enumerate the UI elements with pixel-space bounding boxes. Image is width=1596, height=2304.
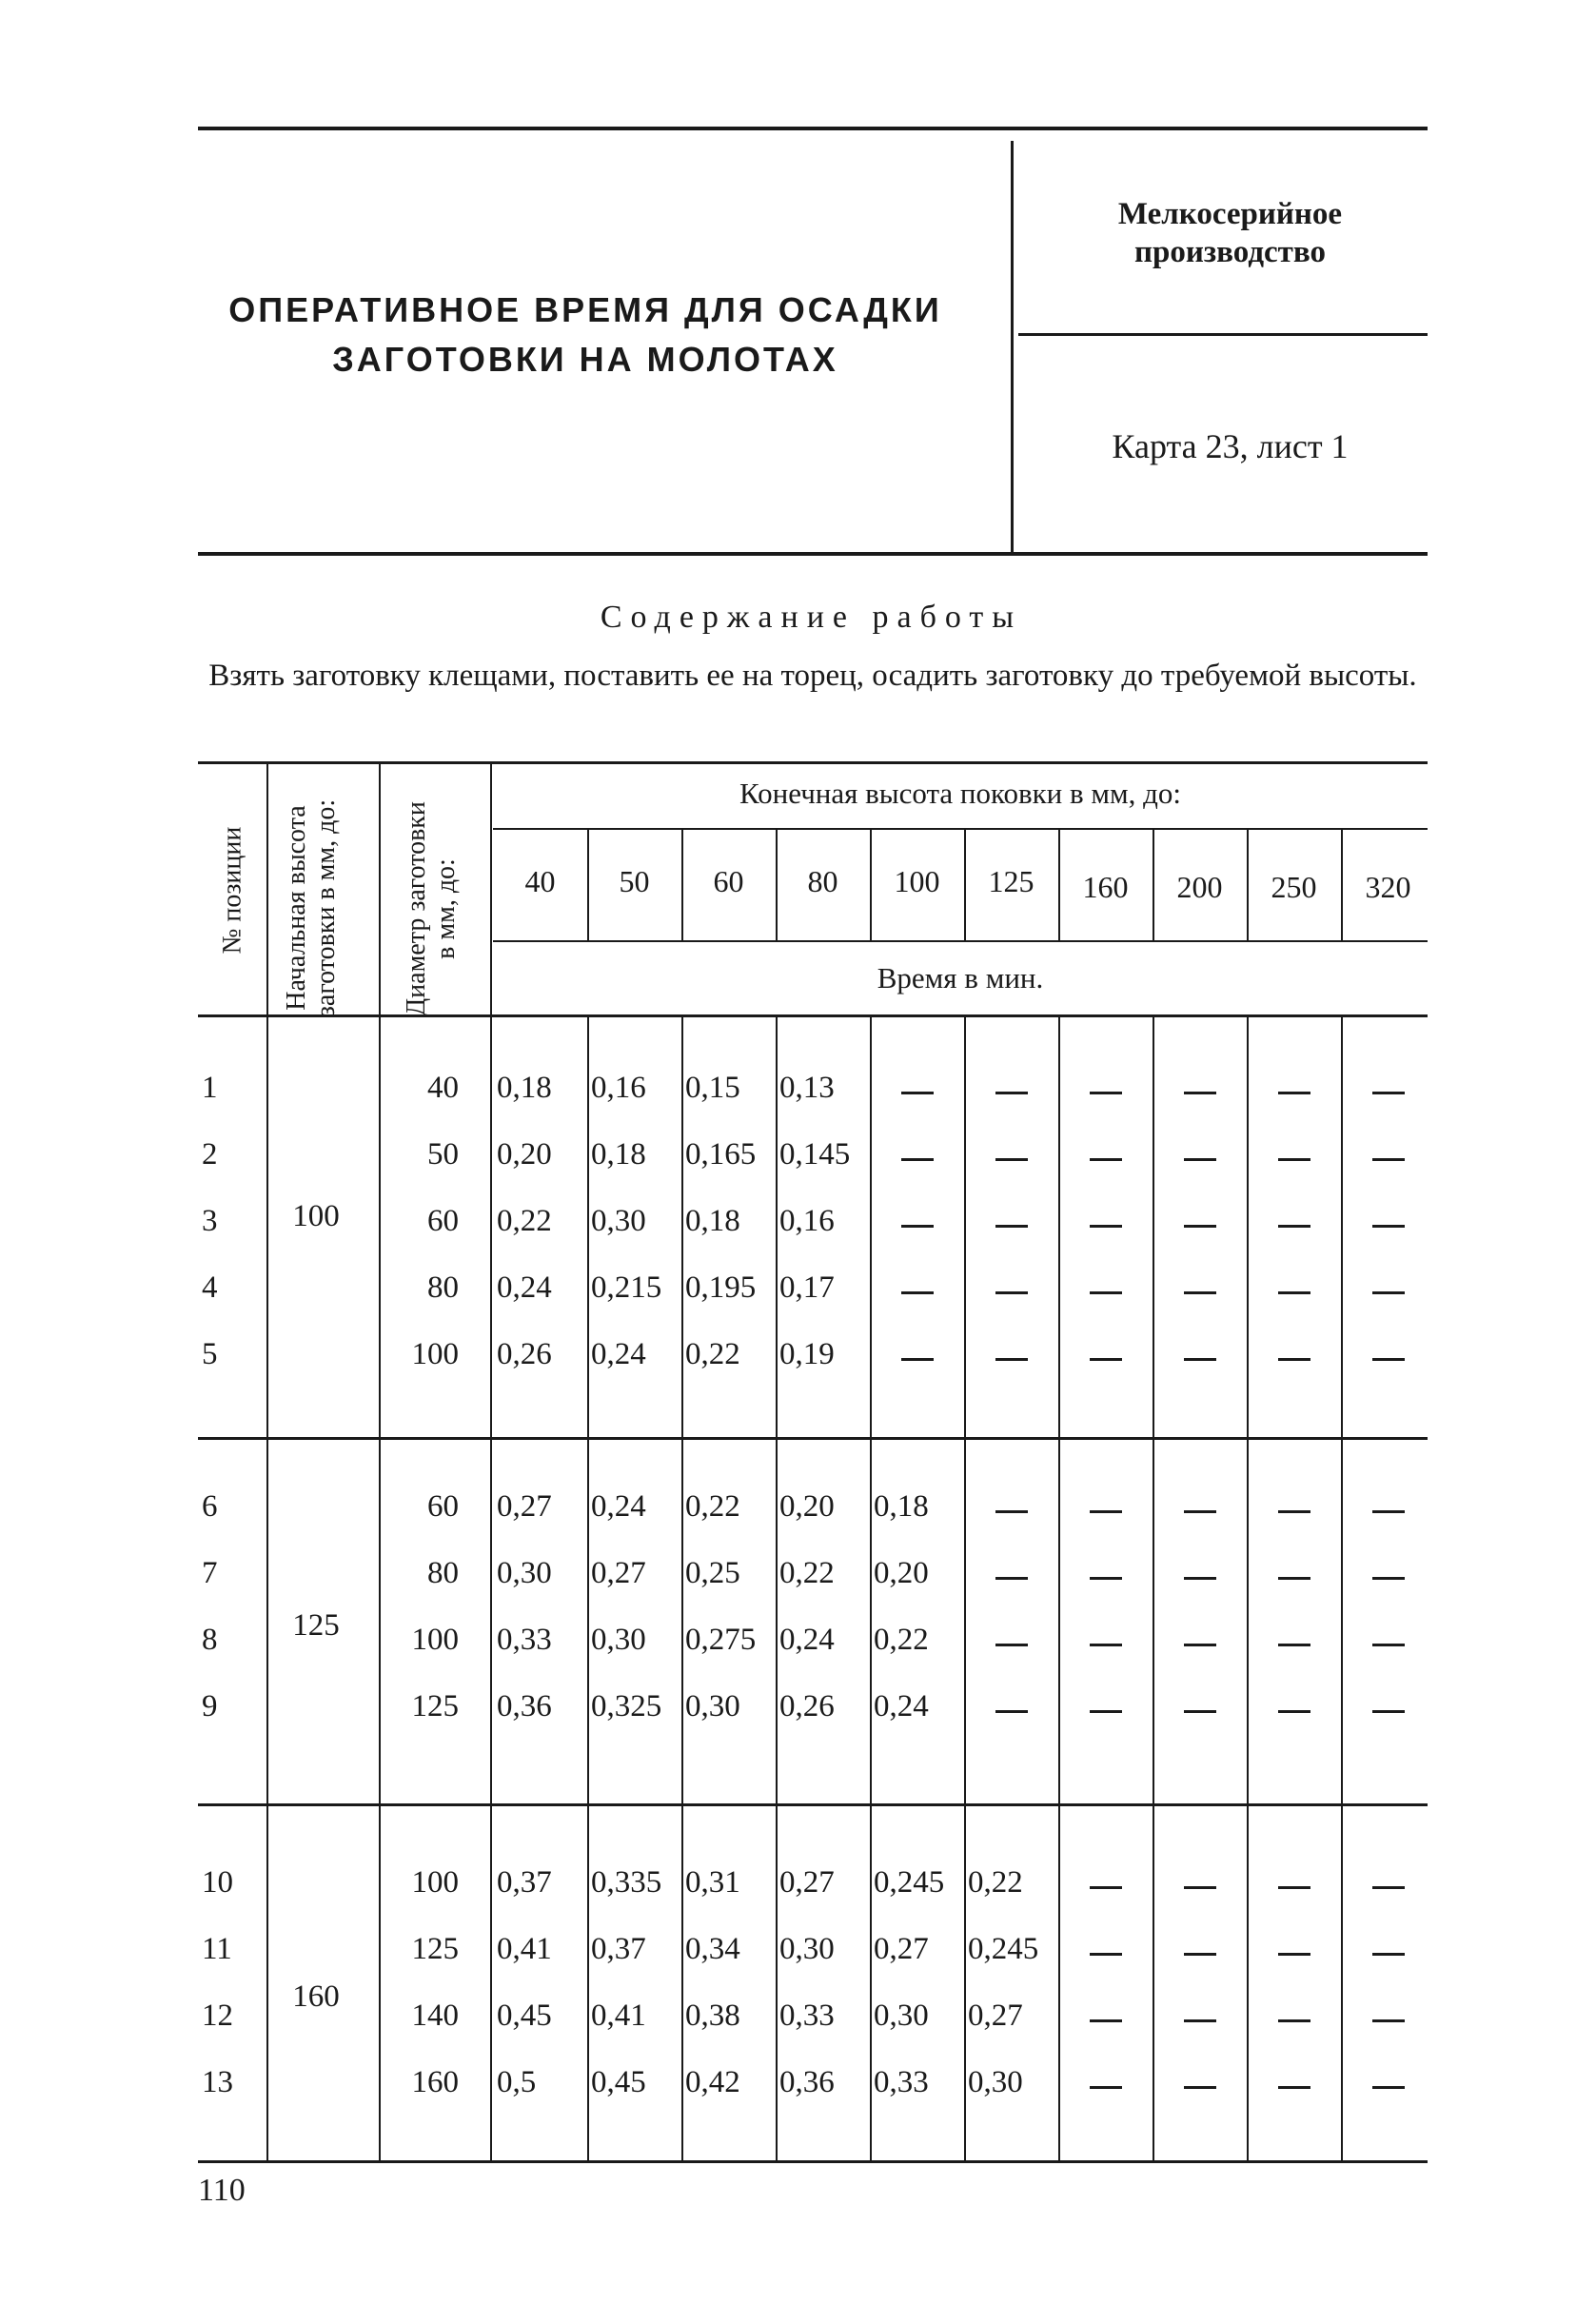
vline-after-diameter: [490, 764, 492, 2160]
time-value: 0,33: [779, 1999, 835, 2033]
time-value: 0,27: [968, 1999, 1023, 2033]
time-value: 0,275: [685, 1623, 757, 1657]
time-value: 0,22: [968, 1865, 1023, 1900]
diameter-value: 40: [427, 1071, 459, 1105]
time-value: 0,30: [968, 2065, 1023, 2099]
vline-body-col: [870, 1017, 872, 2160]
empty-value-dash: [1090, 1510, 1122, 1513]
empty-value-dash: [1184, 1358, 1216, 1361]
empty-value-dash: [995, 1510, 1028, 1513]
vline-body-col: [587, 1017, 589, 2160]
diameter-value: 80: [427, 1270, 459, 1305]
time-value: 0,41: [497, 1932, 552, 1966]
position-number: 9: [202, 1689, 218, 1723]
empty-value-dash: [1278, 1953, 1310, 1956]
empty-value-dash: [995, 1158, 1028, 1161]
position-number: 8: [202, 1623, 218, 1657]
final-height-col-60: 60: [713, 864, 744, 898]
time-value: 0,165: [685, 1137, 757, 1172]
empty-value-dash: [1090, 1953, 1122, 1956]
empty-value-dash: [1090, 1358, 1122, 1361]
time-value: 0,18: [497, 1071, 552, 1105]
empty-value-dash: [995, 1225, 1028, 1228]
time-value: 0,36: [497, 1689, 552, 1723]
diameter-value: 80: [427, 1556, 459, 1590]
vline-header-col: [1153, 830, 1154, 940]
empty-value-dash: [1372, 2019, 1405, 2022]
diameter-value: 60: [427, 1204, 459, 1238]
time-value: 0,15: [685, 1071, 740, 1105]
time-value: 0,24: [874, 1689, 929, 1723]
empty-value-dash: [1184, 2086, 1216, 2089]
empty-value-dash: [1372, 1225, 1405, 1228]
time-value: 0,245: [968, 1932, 1039, 1966]
position-number: 13: [202, 2065, 233, 2099]
empty-value-dash: [1278, 1886, 1310, 1889]
time-unit-label: Время в мин.: [877, 961, 1044, 994]
final-height-col-80: 80: [807, 864, 838, 898]
header-right-divider: [1018, 333, 1428, 336]
time-value: 0,42: [685, 2065, 740, 2099]
time-value: 0,325: [591, 1689, 662, 1723]
diameter-value: 100: [411, 1623, 459, 1657]
time-value: 0,45: [497, 1999, 552, 2033]
time-value: 0,37: [591, 1932, 646, 1966]
header-subrule-2: [493, 940, 1428, 942]
position-number: 7: [202, 1556, 218, 1590]
time-value: 0,13: [779, 1071, 835, 1105]
empty-value-dash: [1184, 1886, 1216, 1889]
time-value: 0,5: [497, 2065, 537, 2099]
time-value: 0,24: [591, 1489, 646, 1524]
time-value: 0,20: [779, 1489, 835, 1524]
time-value: 0,24: [497, 1270, 552, 1305]
vline-body-col: [1058, 1017, 1060, 2160]
initial-height-group-3: 160: [292, 1979, 340, 2014]
time-value: 0,20: [497, 1137, 552, 1172]
vline-body-col: [1247, 1017, 1249, 2160]
diameter-value: 100: [411, 1865, 459, 1900]
empty-value-dash: [1372, 1886, 1405, 1889]
time-value: 0,33: [497, 1623, 552, 1657]
time-value: 0,25: [685, 1556, 740, 1590]
empty-value-dash: [1184, 1291, 1216, 1294]
position-number: 11: [202, 1932, 232, 1966]
empty-value-dash: [1372, 1358, 1405, 1361]
empty-value-dash: [1090, 1158, 1122, 1161]
time-value: 0,27: [874, 1932, 929, 1966]
empty-value-dash: [1184, 1158, 1216, 1161]
time-value: 0,38: [685, 1999, 740, 2033]
time-value: 0,16: [779, 1204, 835, 1238]
time-value: 0,18: [874, 1489, 929, 1524]
time-value: 0,24: [779, 1623, 835, 1657]
time-value: 0,245: [874, 1865, 945, 1900]
vline-body-col: [1153, 1017, 1154, 2160]
position-number: 2: [202, 1137, 218, 1172]
diameter-value: 125: [411, 1689, 459, 1723]
empty-value-dash: [1372, 1291, 1405, 1294]
header-bottom-rule: [198, 552, 1428, 556]
production-line-1: Мелкосерийное: [1117, 197, 1343, 231]
time-value: 0,22: [779, 1556, 835, 1590]
time-value: 0,22: [685, 1337, 740, 1371]
group-rule-1: [198, 1437, 1428, 1440]
vline-body-col: [776, 1017, 778, 2160]
work-content-text: Взять заготовку клещами, поставить ее на торец, осадить заготовку до требуемой высоты.: [208, 659, 1417, 693]
empty-value-dash: [995, 1092, 1028, 1094]
work-content-heading: Содержание работы: [600, 600, 1023, 635]
position-number: 10: [202, 1865, 233, 1900]
vline-body-col: [964, 1017, 966, 2160]
empty-value-dash: [1278, 1092, 1310, 1094]
position-column-header: № позиции: [217, 826, 247, 955]
position-number: 1: [202, 1071, 218, 1105]
position-number: 4: [202, 1270, 218, 1305]
time-value: 0,36: [779, 2065, 835, 2099]
time-value: 0,19: [779, 1337, 835, 1371]
empty-value-dash: [1184, 1953, 1216, 1956]
header-subrule-1: [493, 828, 1428, 830]
empty-value-dash: [1090, 2086, 1122, 2089]
empty-value-dash: [1184, 2019, 1216, 2022]
time-value: 0,31: [685, 1865, 740, 1900]
final-height-col-50: 50: [619, 864, 650, 898]
empty-value-dash: [995, 1577, 1028, 1580]
empty-value-dash: [1090, 2019, 1122, 2022]
empty-value-dash: [1372, 1510, 1405, 1513]
vline-body-col: [681, 1017, 683, 2160]
vline-header-col: [587, 830, 589, 940]
diameter-value: 60: [427, 1489, 459, 1524]
empty-value-dash: [995, 1358, 1028, 1361]
time-value: 0,18: [591, 1137, 646, 1172]
empty-value-dash: [1184, 1225, 1216, 1228]
time-value: 0,30: [685, 1689, 740, 1723]
empty-value-dash: [1090, 1291, 1122, 1294]
time-value: 0,26: [779, 1689, 835, 1723]
empty-value-dash: [1278, 1358, 1310, 1361]
position-number: 3: [202, 1204, 218, 1238]
initial-height-group-1: 100: [292, 1199, 340, 1233]
final-height-col-320: 320: [1365, 870, 1411, 904]
time-value: 0,215: [591, 1270, 662, 1305]
vline-header-col: [870, 830, 872, 940]
vline-body-col: [1341, 1017, 1343, 2160]
diameter-column-header: Диаметр заготовки в мм, до:: [402, 801, 461, 1016]
header-bottom-rule-table: [198, 1014, 1428, 1017]
final-height-col-200: 200: [1176, 870, 1223, 904]
time-value: 0,33: [874, 2065, 929, 2099]
top-rule: [198, 127, 1428, 130]
time-value: 0,16: [591, 1071, 646, 1105]
empty-value-dash: [1278, 2019, 1310, 2022]
empty-value-dash: [1184, 1710, 1216, 1713]
time-value: 0,30: [779, 1932, 835, 1966]
page-number: 110: [198, 2173, 246, 2208]
time-value: 0,37: [497, 1865, 552, 1900]
final-height-col-250: 250: [1271, 870, 1317, 904]
empty-value-dash: [1278, 1644, 1310, 1646]
empty-value-dash: [901, 1158, 934, 1161]
document-title: [195, 286, 975, 384]
position-number: 5: [202, 1337, 218, 1371]
empty-value-dash: [1372, 2086, 1405, 2089]
title-line-1: ОПЕРАТИВНОЕ ВРЕМЯ ДЛЯ ОСАДКИ: [228, 290, 942, 329]
production-line-2: производство: [1134, 235, 1326, 269]
time-value: 0,24: [591, 1337, 646, 1371]
position-number: 6: [202, 1489, 218, 1524]
initial-height-column-header: Начальная высота заготовки в мм, до:: [282, 798, 341, 1017]
vline-header-col: [776, 830, 778, 940]
time-value: 0,26: [497, 1337, 552, 1371]
diameter-value: 125: [411, 1932, 459, 1966]
empty-value-dash: [1278, 1158, 1310, 1161]
time-value: 0,335: [591, 1865, 662, 1900]
empty-value-dash: [1090, 1577, 1122, 1580]
empty-value-dash: [1278, 2086, 1310, 2089]
empty-value-dash: [1090, 1644, 1122, 1646]
empty-value-dash: [1184, 1092, 1216, 1094]
final-height-col-100: 100: [894, 864, 940, 898]
time-value: 0,18: [685, 1204, 740, 1238]
time-value: 0,22: [685, 1489, 740, 1524]
empty-value-dash: [1278, 1710, 1310, 1713]
time-value: 0,30: [591, 1204, 646, 1238]
time-value: 0,22: [874, 1623, 929, 1657]
diameter-value: 50: [427, 1137, 459, 1172]
empty-value-dash: [901, 1092, 934, 1094]
empty-value-dash: [1372, 1953, 1405, 1956]
time-value: 0,30: [497, 1556, 552, 1590]
empty-value-dash: [1184, 1644, 1216, 1646]
production-type: [1014, 195, 1447, 271]
vline-header-col: [1341, 830, 1343, 940]
empty-value-dash: [1372, 1644, 1405, 1646]
final-height-col-160: 160: [1082, 870, 1129, 904]
diameter-value: 160: [411, 2065, 459, 2099]
group-rule-2: [198, 1803, 1428, 1806]
time-value: 0,195: [685, 1270, 757, 1305]
position-number: 12: [202, 1999, 233, 2033]
table-bottom-rule: [198, 2160, 1428, 2163]
title-line-2: ЗАГОТОВКИ НА МОЛОТАХ: [332, 340, 838, 379]
empty-value-dash: [1372, 1710, 1405, 1713]
empty-value-dash: [1278, 1225, 1310, 1228]
empty-value-dash: [1090, 1092, 1122, 1094]
vline-header-col: [681, 830, 683, 940]
time-value: 0,45: [591, 2065, 646, 2099]
vline-after-position: [266, 764, 268, 2160]
empty-value-dash: [1090, 1225, 1122, 1228]
vline-header-col: [1247, 830, 1249, 940]
vline-after-initial-height: [379, 764, 381, 2160]
empty-value-dash: [901, 1291, 934, 1294]
time-value: 0,17: [779, 1270, 835, 1305]
empty-value-dash: [1278, 1291, 1310, 1294]
table-top-rule: [198, 761, 1428, 764]
time-value: 0,20: [874, 1556, 929, 1590]
empty-value-dash: [1184, 1510, 1216, 1513]
empty-value-dash: [995, 1710, 1028, 1713]
time-value: 0,22: [497, 1204, 552, 1238]
final-height-col-125: 125: [988, 864, 1034, 898]
vline-header-col: [1058, 830, 1060, 940]
empty-value-dash: [901, 1358, 934, 1361]
vline-header-col: [964, 830, 966, 940]
empty-value-dash: [1184, 1577, 1216, 1580]
empty-value-dash: [1372, 1158, 1405, 1161]
empty-value-dash: [1278, 1577, 1310, 1580]
empty-value-dash: [1372, 1092, 1405, 1094]
time-value: 0,41: [591, 1999, 646, 2033]
initial-height-group-2: 125: [292, 1608, 340, 1643]
empty-value-dash: [995, 1644, 1028, 1646]
time-value: 0,27: [779, 1865, 835, 1900]
time-value: 0,145: [779, 1137, 851, 1172]
card-reference: Карта 23, лист 1: [1112, 427, 1349, 465]
final-height-col-40: 40: [524, 864, 556, 898]
time-value: 0,30: [591, 1623, 646, 1657]
empty-value-dash: [1278, 1510, 1310, 1513]
final-height-header: Конечная высота поковки в мм, до:: [739, 777, 1182, 810]
time-value: 0,27: [497, 1489, 552, 1524]
empty-value-dash: [995, 1291, 1028, 1294]
empty-value-dash: [1372, 1577, 1405, 1580]
empty-value-dash: [901, 1225, 934, 1228]
time-value: 0,27: [591, 1556, 646, 1590]
diameter-value: 140: [411, 1999, 459, 2033]
empty-value-dash: [1090, 1886, 1122, 1889]
time-value: 0,30: [874, 1999, 929, 2033]
diameter-value: 100: [411, 1337, 459, 1371]
time-value: 0,34: [685, 1932, 740, 1966]
empty-value-dash: [1090, 1710, 1122, 1713]
